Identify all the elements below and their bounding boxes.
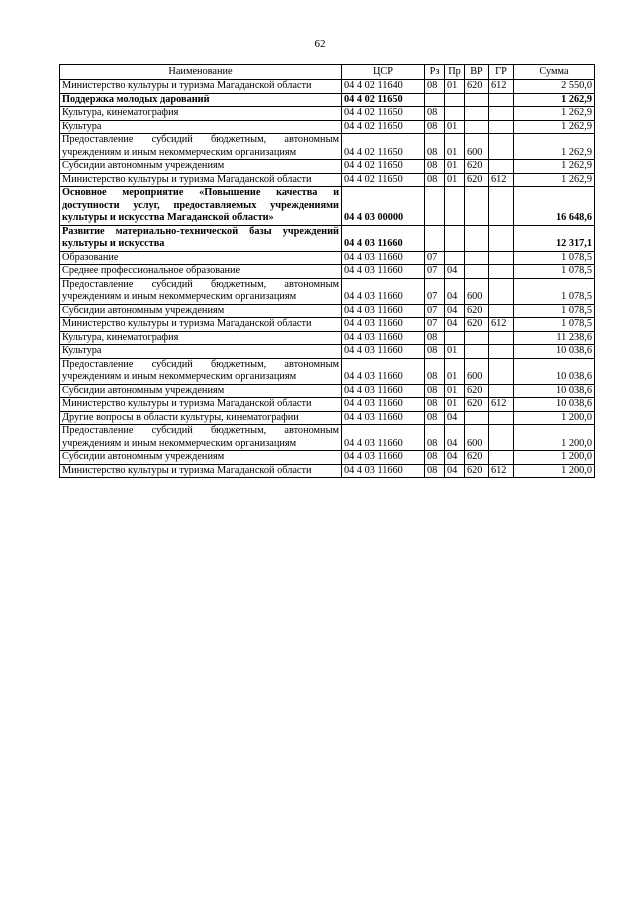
cell-name: Предоставление субсидий бюджетным, автономным учреждениям и иным некоммерческим организациям [60, 134, 342, 160]
cell-csr: 04 4 02 11650 [342, 173, 425, 187]
cell-sum: 10 038,6 [514, 384, 595, 398]
header-name: Наименование [60, 65, 342, 80]
cell-gr [489, 425, 514, 451]
table-row [60, 251, 595, 265]
cell-rz: 07 [425, 265, 445, 279]
cell-rz [425, 225, 445, 251]
cell-rz: 08 [425, 134, 445, 160]
cell-rz: 08 [425, 464, 445, 478]
cell-vr: 620 [465, 304, 489, 318]
cell-pr: 04 [445, 265, 465, 279]
cell-vr: 600 [465, 425, 489, 451]
cell-rz [425, 93, 445, 107]
cell-vr: 620 [465, 384, 489, 398]
cell-pr [445, 225, 465, 251]
budget-table [59, 64, 595, 478]
cell-vr [465, 331, 489, 345]
cell-name: Поддержка молодых дарований [60, 93, 342, 107]
cell-sum: 1 078,5 [514, 251, 595, 265]
cell-csr: 04 4 03 00000 [342, 187, 425, 226]
cell-csr: 04 4 02 11650 [342, 160, 425, 174]
cell-pr: 04 [445, 451, 465, 465]
cell-rz: 08 [425, 160, 445, 174]
header-gr: ГР [489, 65, 514, 80]
cell-name: Развитие материально-технической базы учреждений культуры и искусства [60, 225, 342, 251]
cell-pr: 04 [445, 411, 465, 425]
cell-gr [489, 331, 514, 345]
cell-csr: 04 4 03 11660 [342, 318, 425, 332]
cell-rz: 08 [425, 411, 445, 425]
cell-vr [465, 251, 489, 265]
table-row [60, 173, 595, 187]
cell-rz: 08 [425, 331, 445, 345]
cell-rz: 08 [425, 120, 445, 134]
cell-csr: 04 4 03 11660 [342, 425, 425, 451]
cell-pr: 01 [445, 398, 465, 412]
cell-csr: 04 4 02 11640 [342, 80, 425, 94]
cell-pr: 04 [445, 304, 465, 318]
cell-pr [445, 331, 465, 345]
cell-sum: 1 200,0 [514, 464, 595, 478]
table-row [60, 411, 595, 425]
cell-vr [465, 187, 489, 226]
cell-vr: 620 [465, 398, 489, 412]
cell-sum: 1 200,0 [514, 425, 595, 451]
cell-csr: 04 4 03 11660 [342, 265, 425, 279]
cell-csr: 04 4 02 11650 [342, 134, 425, 160]
cell-rz: 08 [425, 107, 445, 121]
cell-name: Культура [60, 120, 342, 134]
cell-vr: 620 [465, 160, 489, 174]
cell-pr [445, 93, 465, 107]
cell-name: Предоставление субсидий бюджетным, автономным учреждениям и иным некоммерческим организациям [60, 358, 342, 384]
cell-gr [489, 278, 514, 304]
cell-name: Министерство культуры и туризма Магаданской области [60, 318, 342, 332]
table-row [60, 384, 595, 398]
table-row [60, 134, 595, 160]
page-number: 62 [314, 38, 326, 50]
cell-rz: 07 [425, 251, 445, 265]
cell-name: Культура, кинематография [60, 331, 342, 345]
cell-vr [465, 93, 489, 107]
cell-rz: 08 [425, 398, 445, 412]
cell-vr: 620 [465, 318, 489, 332]
cell-rz: 08 [425, 80, 445, 94]
header-csr: ЦСР [342, 65, 425, 80]
cell-gr [489, 107, 514, 121]
cell-gr [489, 451, 514, 465]
cell-rz: 07 [425, 278, 445, 304]
cell-gr: 612 [489, 318, 514, 332]
cell-name: Образование [60, 251, 342, 265]
cell-sum: 1 262,9 [514, 120, 595, 134]
table-row [60, 107, 595, 121]
table-row [60, 160, 595, 174]
cell-vr: 620 [465, 173, 489, 187]
cell-vr: 620 [465, 464, 489, 478]
cell-sum: 1 262,9 [514, 160, 595, 174]
cell-gr [489, 160, 514, 174]
cell-vr [465, 411, 489, 425]
cell-gr [489, 93, 514, 107]
cell-csr: 04 4 03 11660 [342, 278, 425, 304]
cell-gr [489, 411, 514, 425]
cell-name: Другие вопросы в области культуры, кинематографии [60, 411, 342, 425]
cell-pr: 04 [445, 278, 465, 304]
cell-sum: 11 238,6 [514, 331, 595, 345]
cell-name: Культура, кинематография [60, 107, 342, 121]
cell-gr [489, 358, 514, 384]
cell-csr: 04 4 03 11660 [342, 331, 425, 345]
table-body [60, 80, 595, 478]
cell-csr: 04 4 03 11660 [342, 225, 425, 251]
cell-sum: 1 262,9 [514, 93, 595, 107]
cell-csr: 04 4 03 11660 [342, 345, 425, 359]
cell-csr: 04 4 03 11660 [342, 251, 425, 265]
cell-sum: 2 550,0 [514, 80, 595, 94]
cell-pr [445, 251, 465, 265]
header-sum: Сумма [514, 65, 595, 80]
cell-gr [489, 187, 514, 226]
cell-name: Министерство культуры и туризма Магаданской области [60, 173, 342, 187]
cell-rz: 07 [425, 318, 445, 332]
cell-sum: 1 262,9 [514, 134, 595, 160]
cell-pr: 01 [445, 345, 465, 359]
cell-vr: 620 [465, 80, 489, 94]
cell-gr [489, 120, 514, 134]
cell-csr: 04 4 03 11660 [342, 451, 425, 465]
cell-pr: 04 [445, 425, 465, 451]
cell-sum: 1 078,5 [514, 278, 595, 304]
cell-rz: 07 [425, 304, 445, 318]
table-row [60, 120, 595, 134]
cell-name: Культура [60, 345, 342, 359]
table-row [60, 425, 595, 451]
cell-pr: 01 [445, 134, 465, 160]
cell-sum: 1 078,5 [514, 304, 595, 318]
cell-pr: 01 [445, 120, 465, 134]
cell-gr: 612 [489, 398, 514, 412]
cell-sum: 1 200,0 [514, 411, 595, 425]
table-row [60, 80, 595, 94]
cell-vr [465, 120, 489, 134]
cell-sum: 1 262,9 [514, 173, 595, 187]
cell-sum: 1 078,5 [514, 265, 595, 279]
cell-pr: 01 [445, 358, 465, 384]
cell-csr: 04 4 02 11650 [342, 107, 425, 121]
cell-name: Среднее профессиональное образование [60, 265, 342, 279]
table-row [60, 225, 595, 251]
cell-sum: 10 038,6 [514, 358, 595, 384]
cell-gr [489, 225, 514, 251]
cell-csr: 04 4 03 11660 [342, 464, 425, 478]
cell-name: Субсидии автономным учреждениям [60, 384, 342, 398]
cell-gr [489, 304, 514, 318]
cell-name: Субсидии автономным учреждениям [60, 160, 342, 174]
table-row [60, 398, 595, 412]
cell-vr: 600 [465, 134, 489, 160]
cell-sum: 1 262,9 [514, 107, 595, 121]
cell-pr: 01 [445, 173, 465, 187]
table-row [60, 278, 595, 304]
cell-csr: 04 4 03 11660 [342, 398, 425, 412]
cell-name: Министерство культуры и туризма Магаданской области [60, 80, 342, 94]
cell-name: Предоставление субсидий бюджетным, автономным учреждениям и иным некоммерческим организациям [60, 425, 342, 451]
cell-rz: 08 [425, 173, 445, 187]
cell-pr: 01 [445, 384, 465, 398]
table-header-row [60, 65, 595, 80]
cell-pr [445, 187, 465, 226]
cell-gr [489, 265, 514, 279]
cell-vr: 600 [465, 278, 489, 304]
cell-gr [489, 384, 514, 398]
cell-vr: 600 [465, 358, 489, 384]
cell-vr [465, 345, 489, 359]
cell-vr: 620 [465, 451, 489, 465]
cell-name: Министерство культуры и туризма Магаданской области [60, 398, 342, 412]
cell-gr: 612 [489, 80, 514, 94]
cell-pr: 01 [445, 160, 465, 174]
cell-pr: 04 [445, 464, 465, 478]
cell-name: Предоставление субсидий бюджетным, автономным учреждениям и иным некоммерческим организациям [60, 278, 342, 304]
cell-gr [489, 251, 514, 265]
cell-gr [489, 134, 514, 160]
table-row [60, 331, 595, 345]
cell-sum: 12 317,1 [514, 225, 595, 251]
cell-name: Основное мероприятие «Повышение качества и доступности услуг, предоставляемых учреждениями культуры и искусства Магаданской области» [60, 187, 342, 226]
table-row [60, 265, 595, 279]
cell-vr [465, 225, 489, 251]
header-vr: ВР [465, 65, 489, 80]
cell-sum: 10 038,6 [514, 345, 595, 359]
cell-name: Министерство культуры и туризма Магаданской области [60, 464, 342, 478]
cell-vr [465, 265, 489, 279]
header-pr: Пр [445, 65, 465, 80]
cell-pr: 04 [445, 318, 465, 332]
cell-csr: 04 4 03 11660 [342, 411, 425, 425]
cell-sum: 1 078,5 [514, 318, 595, 332]
cell-csr: 04 4 03 11660 [342, 384, 425, 398]
table-row [60, 304, 595, 318]
table-row [60, 318, 595, 332]
cell-rz: 08 [425, 451, 445, 465]
header-rz: Рз [425, 65, 445, 80]
cell-vr [465, 107, 489, 121]
cell-rz: 08 [425, 345, 445, 359]
cell-name: Субсидии автономным учреждениям [60, 451, 342, 465]
cell-csr: 04 4 03 11660 [342, 358, 425, 384]
cell-gr: 612 [489, 464, 514, 478]
cell-name: Субсидии автономным учреждениям [60, 304, 342, 318]
table-row [60, 464, 595, 478]
table-row [60, 187, 595, 226]
table-row [60, 93, 595, 107]
cell-csr: 04 4 02 11650 [342, 93, 425, 107]
cell-sum: 1 200,0 [514, 451, 595, 465]
cell-rz [425, 187, 445, 226]
table-row [60, 345, 595, 359]
table-row [60, 451, 595, 465]
cell-pr [445, 107, 465, 121]
table-row [60, 358, 595, 384]
cell-rz: 08 [425, 384, 445, 398]
cell-sum: 16 648,6 [514, 187, 595, 226]
cell-rz: 08 [425, 358, 445, 384]
cell-pr: 01 [445, 80, 465, 94]
cell-gr: 612 [489, 173, 514, 187]
cell-csr: 04 4 02 11650 [342, 120, 425, 134]
cell-csr: 04 4 03 11660 [342, 304, 425, 318]
cell-gr [489, 345, 514, 359]
cell-sum: 10 038,6 [514, 398, 595, 412]
cell-rz: 08 [425, 425, 445, 451]
